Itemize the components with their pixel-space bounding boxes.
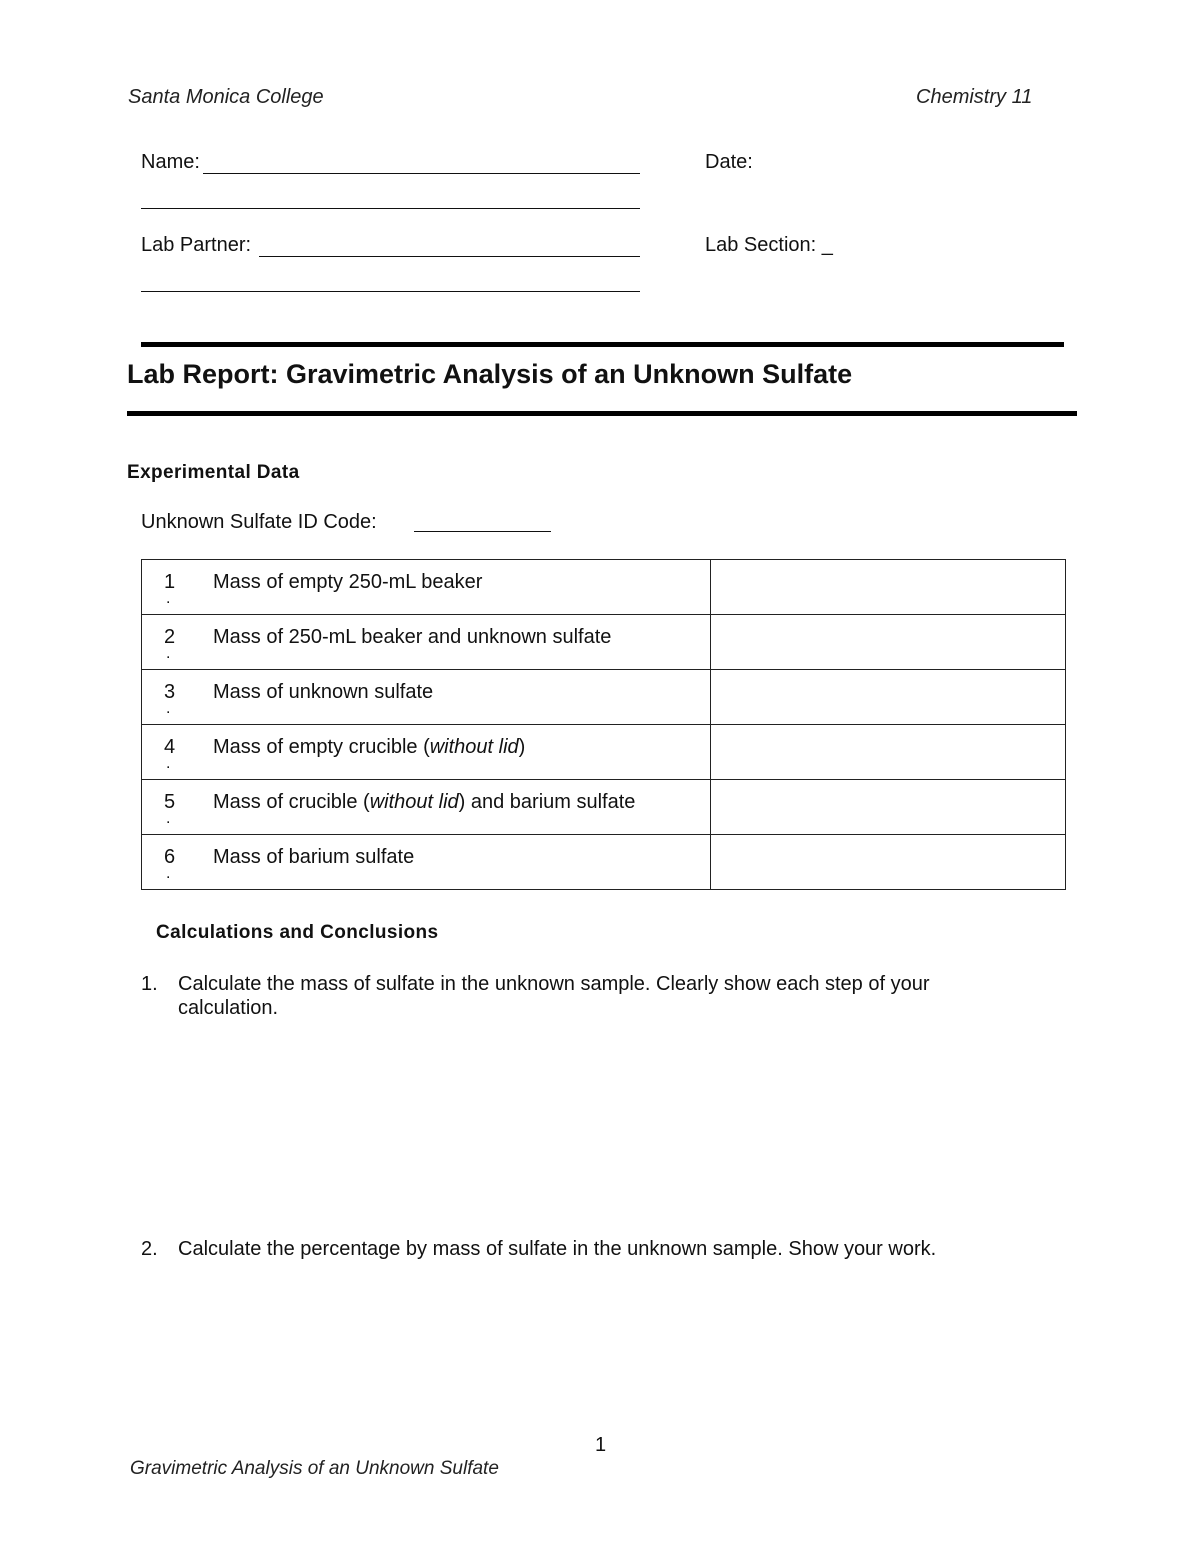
row-label-cell [142, 615, 711, 670]
question-text: Calculate the percentage by mass of sulfate in the unknown sample. Show your work. [178, 1238, 937, 1260]
row-value-cell[interactable] [711, 780, 1066, 835]
row-number: 5 [164, 791, 176, 813]
table-row [142, 615, 1066, 670]
question-number: 1. [141, 973, 158, 995]
row-label [213, 736, 525, 759]
row-number-dot: . [166, 810, 171, 827]
row-number: 6 [164, 846, 176, 868]
page-number: 1 [595, 1434, 607, 1456]
row-label-text: Mass of empty crucible ( [213, 736, 430, 758]
table-row [142, 835, 1066, 890]
page-title: Lab Report: Gravimetric Analysis of an Unknown Sulfate [127, 359, 853, 389]
title-rule-top [141, 342, 1064, 347]
college-name: Santa Monica College [128, 86, 324, 108]
table-row [142, 780, 1066, 835]
row-number: 1 [164, 571, 176, 593]
question-text: Calculate the mass of sulfate in the unknown sample. Clearly show each step of your calculation. [178, 973, 930, 1019]
name-field-continuation[interactable] [141, 208, 640, 209]
unknown-id-field[interactable] [414, 531, 551, 532]
name-field[interactable] [203, 173, 640, 174]
lab-partner-label: Lab Partner: [141, 234, 252, 256]
running-footer-title: Gravimetric Analysis of an Unknown Sulfate [130, 1458, 499, 1479]
row-value-cell[interactable] [711, 615, 1066, 670]
row-label-cell [142, 780, 711, 835]
row-label-emphasis: without lid [369, 791, 459, 813]
row-number-dot: . [166, 700, 171, 717]
row-label [213, 571, 482, 594]
question-number: 2. [141, 1238, 158, 1260]
row-label-cell [142, 560, 711, 615]
row-label-cell [142, 835, 711, 890]
row-label-text: Mass of barium sulfate [213, 846, 415, 868]
row-label [213, 626, 611, 649]
row-label-text-after: ) [518, 736, 526, 758]
row-label-cell [142, 725, 711, 780]
row-label-text: Mass of 250-mL beaker and unknown sulfate [213, 626, 612, 648]
lab-partner-field-continuation[interactable] [141, 291, 640, 292]
row-number-dot: . [166, 590, 171, 607]
row-label-text: Mass of crucible ( [213, 791, 370, 813]
table-row [142, 560, 1066, 615]
unknown-id-label: Unknown Sulfate ID Code: [141, 511, 377, 533]
row-label [213, 681, 433, 704]
row-number-dot: . [166, 645, 171, 662]
row-label [213, 846, 414, 869]
row-label-text: Mass of unknown sulfate [213, 681, 434, 703]
lab-section-label: Lab Section: _ [705, 234, 833, 256]
date-label: Date: [705, 151, 753, 173]
row-number-dot: . [166, 755, 171, 772]
course-name: Chemistry 11 [916, 86, 1033, 108]
data-table [141, 559, 1066, 890]
row-number: 2 [164, 626, 176, 648]
lab-partner-field[interactable] [259, 256, 640, 257]
row-number-dot: . [166, 865, 171, 882]
row-label-text-after: ) and barium sulfate [458, 791, 636, 813]
table-row [142, 670, 1066, 725]
row-label-text: Mass of empty 250-mL beaker [213, 571, 483, 593]
row-value-cell[interactable] [711, 835, 1066, 890]
row-value-cell[interactable] [711, 560, 1066, 615]
row-label-cell [142, 670, 711, 725]
title-rule-bottom [127, 411, 1077, 416]
name-label: Name: [141, 151, 200, 173]
row-label [213, 791, 635, 814]
row-number: 4 [164, 736, 176, 758]
row-label-emphasis: without lid [429, 736, 519, 758]
table-row [142, 725, 1066, 780]
row-number: 3 [164, 681, 176, 703]
row-value-cell[interactable] [711, 725, 1066, 780]
row-value-cell[interactable] [711, 670, 1066, 725]
calculations-heading: Calculations and Conclusions [156, 922, 439, 943]
experimental-data-heading: Experimental Data [127, 462, 300, 483]
